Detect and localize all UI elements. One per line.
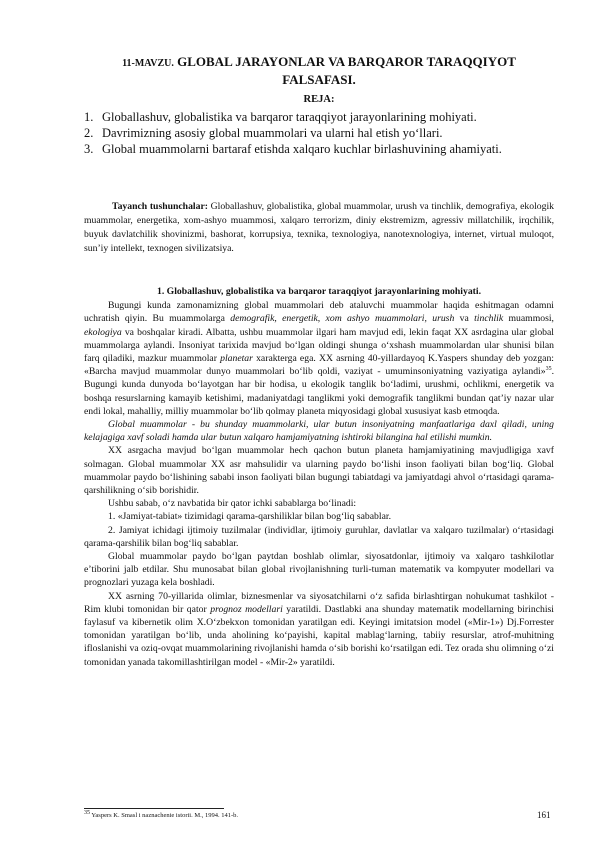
italic-run: tinchlik xyxy=(474,313,504,325)
italic-run: demografik, energetik, xom ashyo muammolari, urush xyxy=(230,313,455,325)
paragraph-3: XX asrgacha mavjud bo‘lgan muammolar hech qachon butun planeta hamjamiyatining mavjudligiga xavf solmagan. Global muammolar XX asr mahsulidir va ularning paydo bo‘lishi inson faoliyati bilan bog‘liq. Global muammolar paydo bo‘lishining sababi inson faoliyati bilan bugungi tabiatdagi va jamiyatdagi ahvol o‘rtasidagi qarama-qarshilikning o‘sib borishidir. xyxy=(84,445,554,497)
footnote-text: Yaspers K. Smasl i naznachenie istorii. M., 1994. 141-b. xyxy=(90,812,239,819)
text-run: va boshqalar kiradi. Albatta, ushbu muammolar ilgari ham mavjud edi, lekin faqat XX asrdagina ular global muammolarga aylandi. Insoniyat tarixida mavjud bo‘lgan oldingi shunga o‘xshash muammolardan ular shunisi bilan farq qiladiki, mazkur muammolar xyxy=(84,326,554,365)
paragraph-7: Global muammolar paydo bo‘lgan paytdan boshlab olimlar, siyosatdonlar, ijtimoiy va xalqaro tashkilotlar e’tiborini jalb etdilar. Shu munosabat bilan global rivojlanishning turli-tuman matematik va kompyuter modellari va prognozlari yuzaga kela boshladi. xyxy=(84,551,554,589)
plan-item-text: Globallashuv, globalistika va barqaror taraqqiyot jarayonlarining mohiyati. xyxy=(102,110,477,124)
title-text: GLOBAL JARAYONLAR VA BARQAROR TARAQQIYOT FALSAFASI. xyxy=(177,54,516,87)
footnote-divider xyxy=(84,808,224,809)
page-title xyxy=(84,54,554,88)
plan-heading: REJA: xyxy=(303,94,335,105)
key-concepts-label: Tayanch tushunchalar: xyxy=(112,201,208,212)
plan-list xyxy=(84,109,554,157)
paragraph-6: 2. Jamiyat ichidagi ijtimoiy tuzilmalar (individlar, ijtimoiy guruhlar, davlatlar va xalqaro tuzilmalar) o‘rtasidagi qarama-qarshilik bilan bog‘liq sabablar. xyxy=(84,524,554,549)
italic-run: ekologiya xyxy=(84,326,122,338)
plan-item-1 xyxy=(84,109,554,125)
plan-item-number: 3. xyxy=(84,142,94,156)
key-concepts xyxy=(84,200,554,256)
plan-item-number: 1. xyxy=(84,110,94,124)
plan-item-3 xyxy=(84,141,554,157)
italic-run: planetar xyxy=(220,353,253,365)
text-run: va xyxy=(454,313,475,325)
text-run: . Bugungi kunda dunyoda bo‘layotgan har bir hodisa, u ekologik tanglik bo‘ladimi, urushmi, ochlikmi, energetik va boshqa resurslarning kamayib ketishimi, madaniyatdagi tanglikmi yoki demografik tanglikmi bundan qat’iy nazar ular endi lokal, mahalliy, milliy muammolar bo‘lib qolmay planeta miqyosidagi global xususiyat kasb etmoqda. xyxy=(84,366,554,417)
plan-item-number: 2. xyxy=(84,126,94,140)
footnote-ref: 35 xyxy=(545,365,552,372)
title-prefix: 11-MAVZU. xyxy=(122,58,174,69)
key-concepts-text: Globallashuv, globalistika, global muammolar, urush va tinchlik, demografiya, ekologik muammolar, energetika, xom-ashyo muammosi, xalqaro terrorizm, diniy ekstremizm, agressiv millatchilik, irqchilik, buyuk davlatchilik shovinizmi, bashorat, korrupsiya, texnika, texnologiya, nanotexnologiya, internet, virtual muloqot, sun’iy intellekt, texnogen sivilizatsiya. xyxy=(84,201,554,254)
paragraph-2-definition: Global muammolar - bu shunday muammolarki, ular butun insoniyatning manfaatlariga daxl qiladi, uning kelajagiga xavf soladi hamda ular butun xalqaro hamjamiyatning ishtiroki bilangina hal etilishi mumkin. xyxy=(84,419,554,444)
text-run: XX asrning 70-yillarida olimlar, biznesmenlar va siyosatchilarni o‘z safida birlashtirgan nohukumat tashkilot - Rim klubi tomonidan bir qator xyxy=(84,590,554,615)
plan-item-2 xyxy=(84,125,554,141)
text-run: Bugungi kunda zamonamizning global muammolari deb ataluvchi muammolar haqida eshitmagan odamni uchratish qiyin. Bu muammolarga xyxy=(84,300,554,325)
footnote xyxy=(84,809,239,819)
page-number: 161 xyxy=(537,810,551,820)
section-body xyxy=(84,285,554,669)
section-heading: 1. Globallashuv, globalistika va barqaror taraqqiyot jarayonlarining mohiyati. xyxy=(156,286,482,297)
plan-item-text: Davrimizning asosiy global muammolari va ularni hal etish yo‘llari. xyxy=(102,126,443,140)
footnote-number: 35 xyxy=(84,809,90,816)
plan-item-text: Global muammolarni bartaraf etishda xalqaro kuchlar birlashuvining ahamiyati. xyxy=(102,142,502,156)
text-run: muammosi, xyxy=(503,313,554,325)
text-run: yaratildi. Dastlabki ana shunday matematik modellarning birinchisi faylasuf va kibernetik olim X.O‘zbekxon tomonidan yaratilgan edi. Keyingi imitatsion model («Mir-1») Dj.Forrester tomonidan yaratilgan bo‘lib, unda aholining ko‘payishi, kapital mablag‘larning, tabiiy resurslar, atrof-muhitning ifloslanishi va oziq-ovqat muammolarining rivojlanishi hamda o‘sib borishi ko‘rsatilgan edi. Tez orada shu olimning o‘zi tomonidan yanada takomillashtirilgan model - «Mir-2» yaratildi. xyxy=(84,603,554,668)
italic-run: prognoz modellari xyxy=(210,603,283,615)
paragraph-1 xyxy=(84,299,554,418)
text-run: xarakterga ega. XX asrning 40-yillardayoq K.Yaspers shunday deb yozgan: «Barcha mavjud muammolar dunyo muammolari bo‘lib qoldi, vaziyat - umuminsoniyatning vaziyatiga aylandi» xyxy=(84,353,554,378)
paragraph-4: Ushbu sabab, o‘z navbatida bir qator ichki sabablarga bo‘linadi: xyxy=(108,498,357,510)
paragraph-5: 1. «Jamiyat-tabiat» tizimidagi qarama-qarshiliklar bilan bog‘liq sabablar. xyxy=(108,511,392,523)
paragraph-8 xyxy=(84,590,554,669)
